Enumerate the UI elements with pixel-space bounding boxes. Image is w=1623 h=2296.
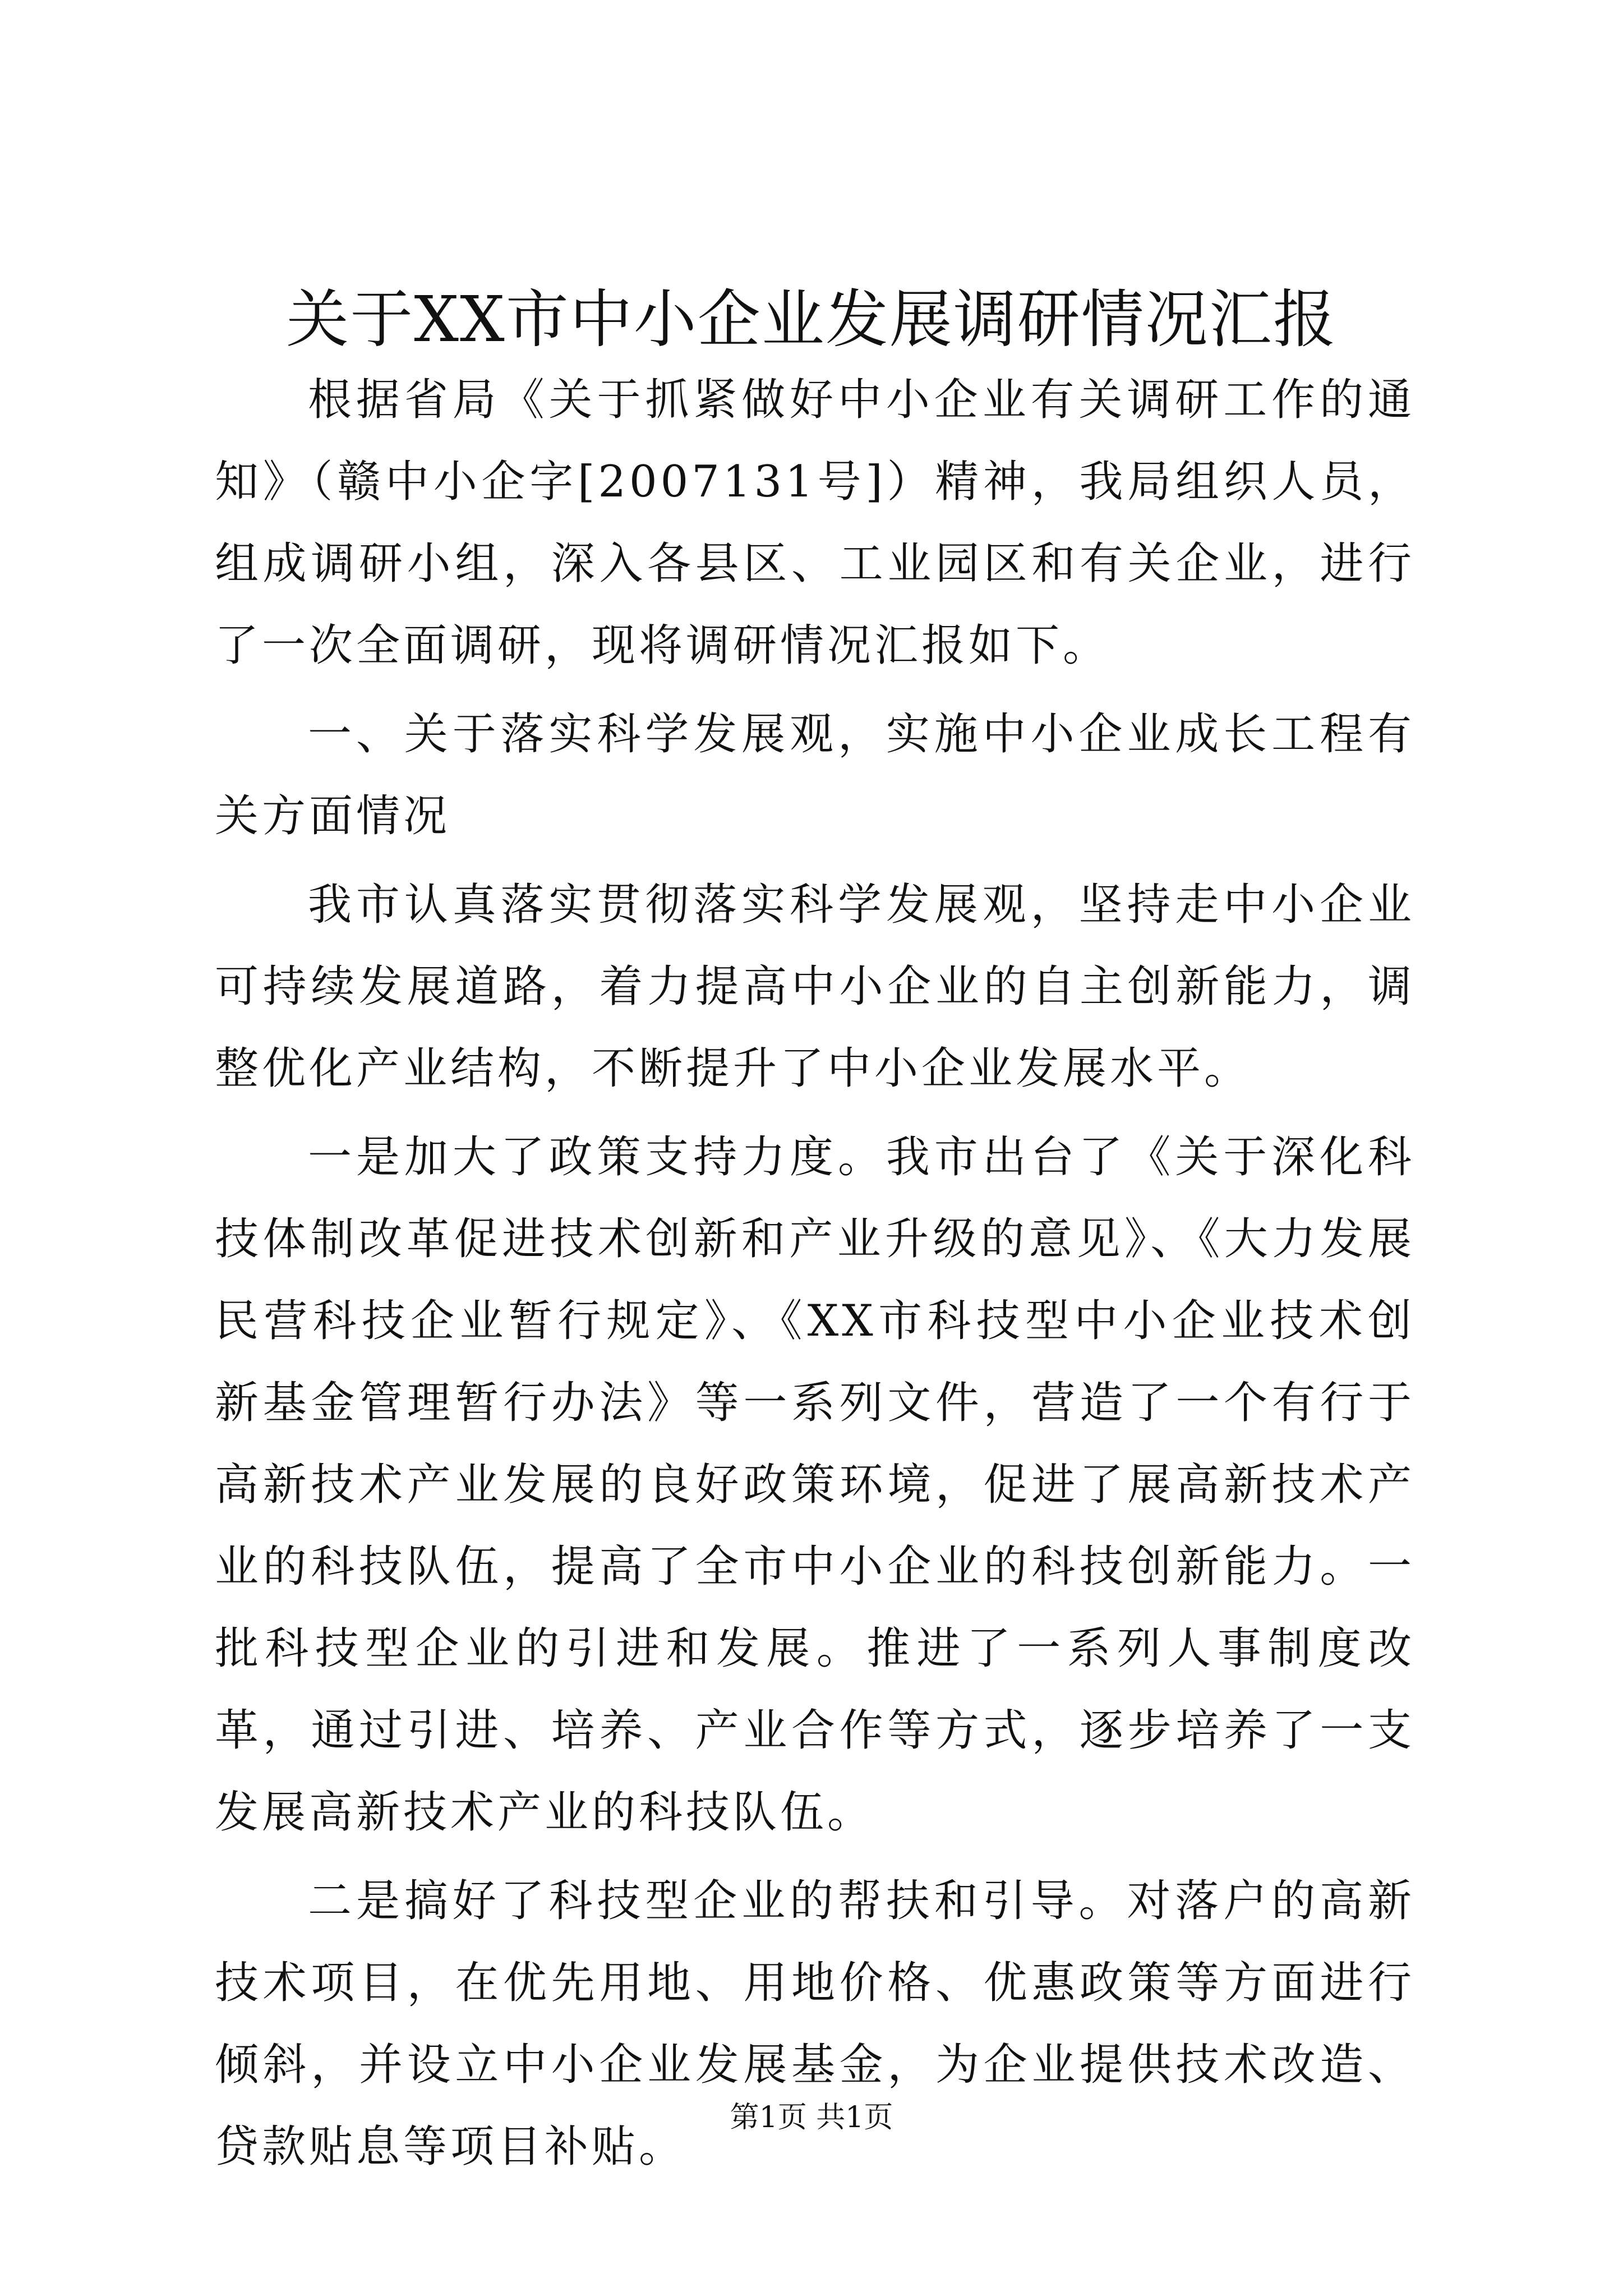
- page-footer: 第1页 共1页: [730, 2101, 893, 2134]
- paragraph-policy-support: 一是加大了政策支持力度。我市出台了《关于深化科技体制改革促进技术创新和产业升级的意见》、《大力发展民营科技企业暂行规定》、《XX市科技型中小企业技术创新基金管理暂行办法》等一系列文件，营造了一个有行于高新技术产业发展的良好政策环境，促进了展高新技术产业的科技队伍，提高了全市中小企业的科技创新能力。一批科技型企业的引进和发展。推进了一系列人事制度改革，通过引进、培养、产业合作等方式，逐步培养了一支发展高新技术产业的科技队伍。: [215, 1132, 1415, 1838]
- document-title: 关于XX市中小企业发展调研情况汇报: [286, 283, 1337, 356]
- section-heading-1: 一、关于落实科学发展观，实施中小企业成长工程有关方面情况: [215, 709, 1415, 841]
- paragraph-summary: 我市认真落实贯彻落实科学发展观，坚持走中小企业可持续发展道路，着力提高中小企业的自主创新能力，调整优化产业结构，不断提升了中小企业发展水平。: [215, 880, 1415, 1094]
- paragraph-enterprise-assistance: 二是搞好了科技型企业的帮扶和引导。对落户的高新技术项目，在优先用地、用地价格、优惠政策等方面进行倾斜，并设立中小企业发展基金，为企业提供技术改造、贷款贴息等项目补贴。: [215, 1876, 1415, 2172]
- paragraph-intro: 根据省局《关于抓紧做好中小企业有关调研工作的通知》（赣中小企字[2007131号]）精神，我局组织人员，组成调研小组，深入各县区、工业园区和有关企业，进行了一次全面调研，现将调研情况汇报如下。: [215, 375, 1415, 671]
- document-body: [215, 359, 1415, 2188]
